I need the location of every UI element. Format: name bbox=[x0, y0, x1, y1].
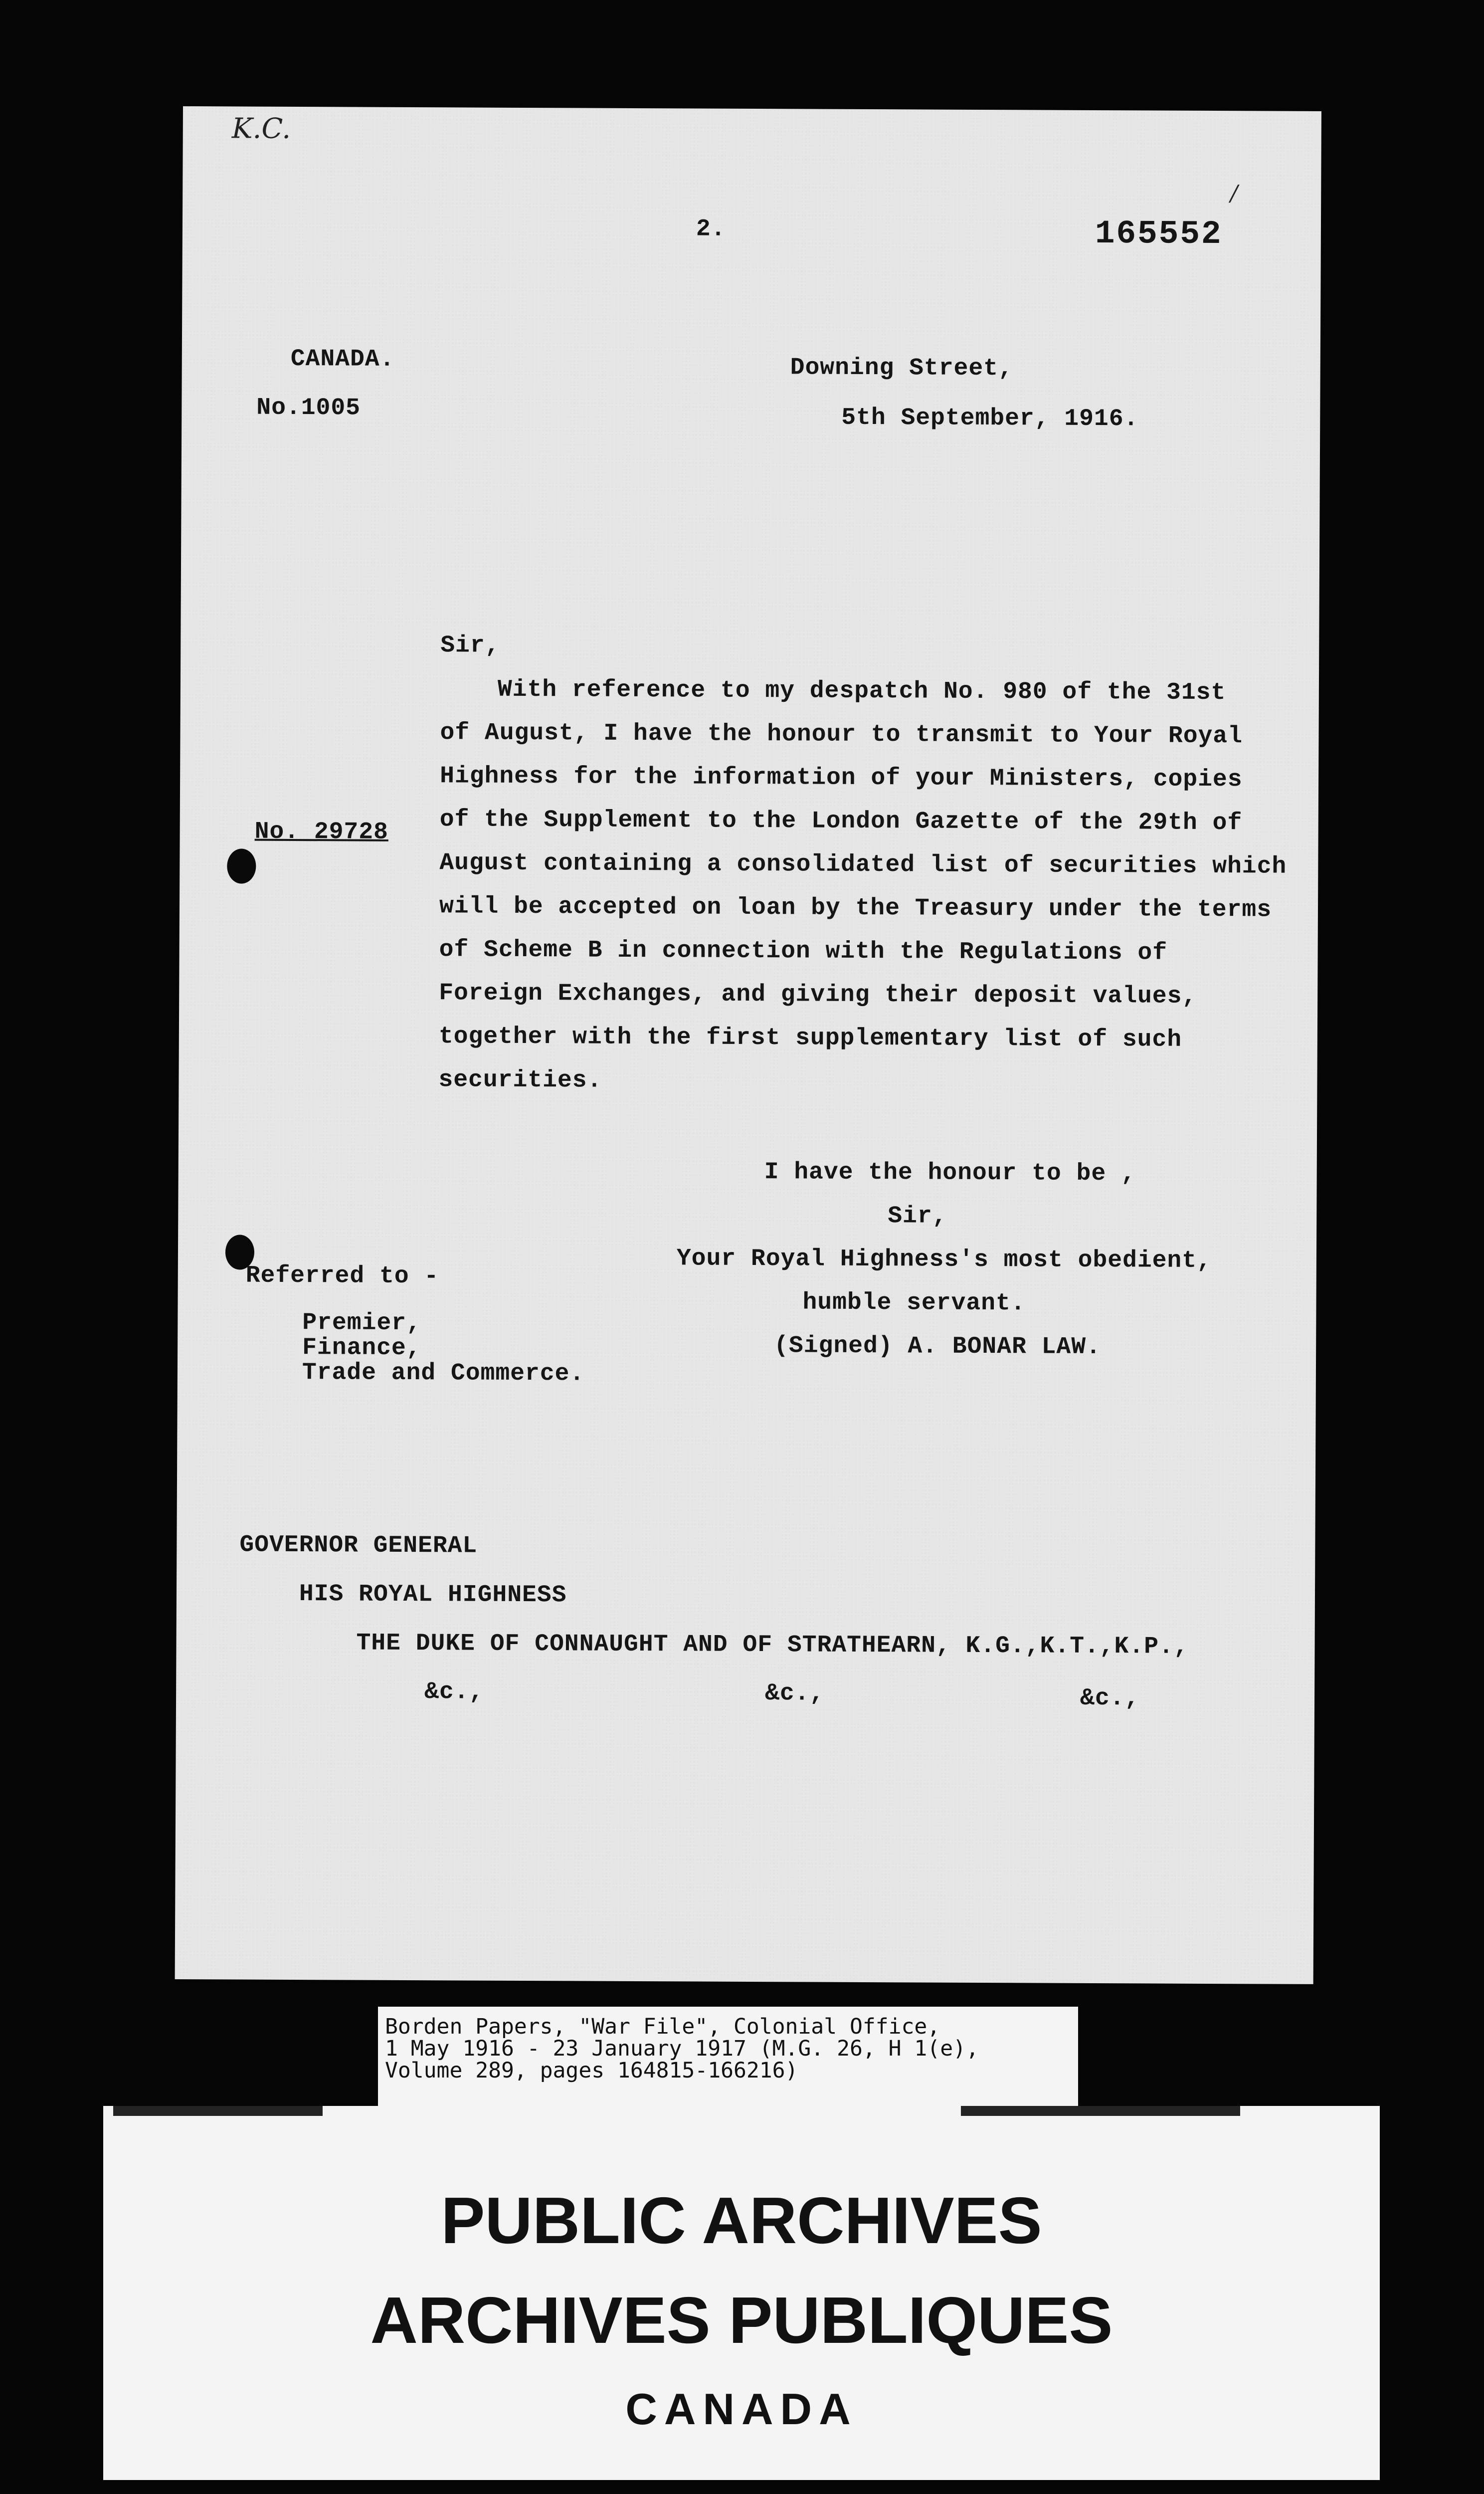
archives-banner bbox=[103, 2106, 1380, 2480]
handwritten-initials: K.C. bbox=[231, 112, 291, 145]
etc-mark: &c., bbox=[765, 1680, 825, 1707]
margin-reference: No. 29728 bbox=[254, 818, 389, 846]
body-line: will be accepted on loan by the Treasury under the terms bbox=[439, 893, 1272, 924]
addressee-title: GOVERNOR GENERAL bbox=[239, 1531, 478, 1560]
body-line: together with the first supplementary list of such bbox=[438, 1023, 1182, 1053]
sender-address: Downing Street, bbox=[790, 354, 1013, 383]
referred-to-label: Referred to - bbox=[245, 1262, 439, 1290]
addressee-name: THE DUKE OF CONNAUGHT AND OF STRATHEARN, K.G.,K.T.,K.P., bbox=[356, 1630, 1189, 1661]
body-line: of Scheme B in connection with the Regulations of bbox=[439, 936, 1168, 967]
body-line: Highness for the information of your Ministers, copies bbox=[440, 763, 1243, 794]
banner-title-english: PUBLIC ARCHIVES bbox=[441, 2184, 1042, 2257]
salutation: Sir, bbox=[440, 632, 500, 659]
punch-hole bbox=[227, 848, 256, 883]
closing-line: Sir, bbox=[888, 1203, 947, 1230]
banner-country: CANADA bbox=[625, 2384, 858, 2434]
despatch-number: No.1005 bbox=[256, 394, 361, 422]
body-line: of the Supplement to the London Gazette of the 29th of bbox=[439, 806, 1243, 837]
referred-item: Finance, bbox=[302, 1334, 421, 1362]
citation-label bbox=[378, 2007, 1078, 2111]
body-line: With reference to my despatch No. 980 of the 31st bbox=[497, 676, 1226, 707]
banner-title-french: ARCHIVES PUBLIQUES bbox=[370, 2284, 1113, 2357]
body-line: August containing a consolidated list of securities which bbox=[439, 849, 1287, 880]
referred-item: Premier, bbox=[302, 1309, 421, 1337]
closing-line: humble servant. bbox=[802, 1289, 1026, 1317]
citation-line: Volume 289, pages 164815-166216) bbox=[385, 2058, 798, 2083]
body-line: securities. bbox=[438, 1066, 602, 1094]
page-marker: 2. bbox=[696, 215, 726, 243]
body-line: Foreign Exchanges, and giving their deposit values, bbox=[439, 980, 1197, 1010]
reference-number: 165552 bbox=[1095, 214, 1223, 253]
tape-strip bbox=[961, 2106, 1240, 2116]
etc-mark: &c., bbox=[1080, 1684, 1140, 1712]
citation-line: Borden Papers, "War File", Colonial Office, bbox=[385, 2014, 940, 2039]
signature-line: (Signed) A. BONAR LAW. bbox=[774, 1332, 1101, 1361]
corner-mark: / bbox=[1230, 181, 1238, 207]
tape-strip bbox=[113, 2106, 323, 2116]
citation-line: 1 May 1916 - 23 January 1917 (M.G. 26, H 1(e), bbox=[385, 2036, 979, 2061]
etc-mark: &c., bbox=[424, 1678, 484, 1706]
country-heading: CANADA. bbox=[290, 345, 395, 373]
addressee-honorific: HIS ROYAL HIGHNESS bbox=[299, 1581, 567, 1609]
closing-line: Your Royal Highness's most obedient, bbox=[676, 1245, 1212, 1275]
closing-line: I have the honour to be , bbox=[764, 1159, 1136, 1188]
body-line: of August, I have the honour to transmit to Your Royal bbox=[440, 719, 1243, 750]
referred-item: Trade and Commerce. bbox=[302, 1359, 585, 1388]
letter-page bbox=[175, 106, 1321, 1984]
letter-date: 5th September, 1916. bbox=[841, 404, 1139, 433]
